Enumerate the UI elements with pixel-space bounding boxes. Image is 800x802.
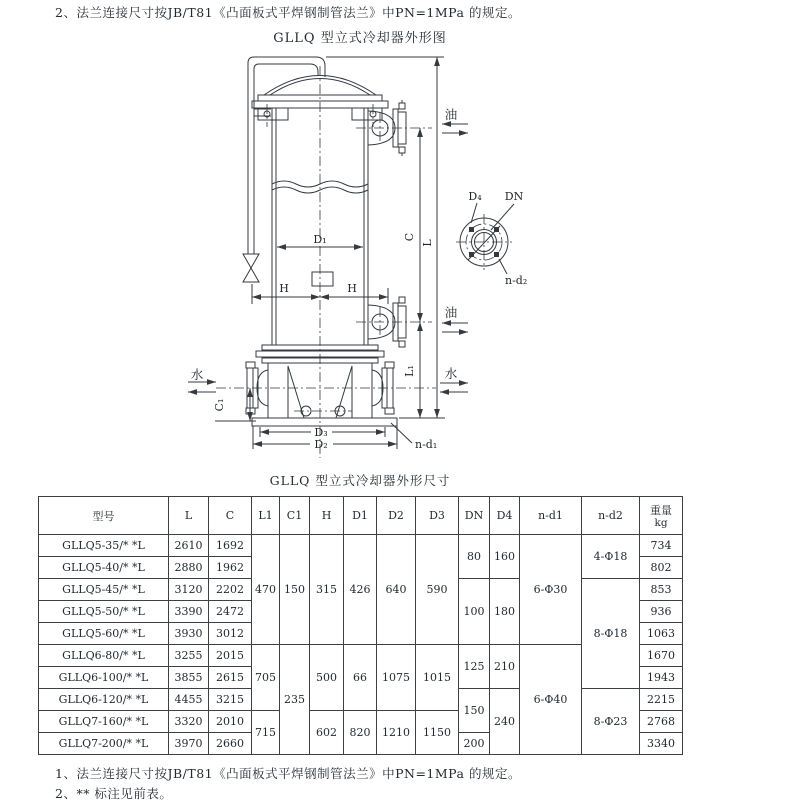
note-top: 2、法兰连接尺寸按JB/T81《凸面板式平焊钢制管法兰》中PN=1MPa 的规定。 [55, 5, 521, 20]
table-cell: 3970 [169, 733, 209, 755]
table-cell: 210 [490, 645, 520, 689]
leader-label-n-d1: n-d₁ [415, 438, 438, 451]
table-cell: GLLQ5-35/* *L [39, 535, 169, 557]
dim-label-d3: D₃ [314, 426, 328, 439]
table-cell: 1962 [209, 557, 252, 579]
valve-symbol [243, 254, 259, 282]
table-cell: GLLQ6-80/* *L [39, 645, 169, 667]
table-cell: 2768 [640, 711, 683, 733]
dim-label-d1: D₁ [313, 233, 327, 246]
table-cell: GLLQ6-120/* *L [39, 689, 169, 711]
detail-label-n-d2: n-d₂ [505, 274, 528, 287]
table-cell: 2215 [640, 689, 683, 711]
flange-detail-view [456, 203, 514, 274]
table-cell: 160 [490, 535, 520, 579]
table-title: GLLQ 型立式冷却器外形尺寸 [269, 473, 451, 488]
table-cell: 2610 [169, 535, 209, 557]
table-cell: 2472 [209, 601, 252, 623]
table-cell: 3390 [169, 601, 209, 623]
column-header: L [169, 497, 209, 535]
table-cell: 3012 [209, 623, 252, 645]
table-cell: 8-Φ23 [582, 689, 640, 755]
oil-label-mid: 油 [444, 305, 458, 320]
column-header: D2 [377, 497, 416, 535]
dim-label-l: L [421, 239, 434, 247]
detail-label-dn: DN [504, 190, 524, 203]
table-cell: 4-Φ18 [582, 535, 640, 579]
water-label-left: 水 [190, 367, 204, 382]
flow-arrows [188, 124, 468, 392]
nameplate [312, 272, 333, 286]
vent-pipe [248, 57, 325, 254]
column-header: C [209, 497, 252, 535]
table-cell: 180 [490, 579, 520, 645]
table-cell: 200 [459, 733, 490, 755]
table-cell: 2615 [209, 667, 252, 689]
table-cell: 2660 [209, 733, 252, 755]
table-cell: 240 [490, 689, 520, 755]
dimension-lines [215, 57, 445, 449]
column-header: 型号 [39, 497, 169, 535]
column-header: C1 [280, 497, 310, 535]
table-cell: 6-Φ40 [520, 645, 582, 755]
table-cell: 820 [344, 711, 377, 755]
table-cell: 1670 [640, 645, 683, 667]
column-header: n-d1 [520, 497, 582, 535]
table-cell: 1075 [377, 645, 416, 711]
table-cell: 3855 [169, 667, 209, 689]
table-cell: 1943 [640, 667, 683, 689]
base-plate [252, 406, 397, 426]
table-cell: 2015 [209, 645, 252, 667]
table-cell: 150 [280, 535, 310, 645]
oil-label-top: 油 [444, 107, 458, 122]
table-cell: 3340 [640, 733, 683, 755]
column-header: H [310, 497, 344, 535]
table-cell: GLLQ5-45/* *L [39, 579, 169, 601]
table-cell: 426 [344, 535, 377, 645]
dim-label-c: C [403, 232, 416, 242]
table-cell: 3215 [209, 689, 252, 711]
table-cell: GLLQ5-60/* *L [39, 623, 169, 645]
column-header: D3 [416, 497, 459, 535]
table-cell: 590 [416, 535, 459, 645]
table-cell: 3255 [169, 645, 209, 667]
table-cell: 1063 [640, 623, 683, 645]
dim-label-h-left: H [279, 282, 289, 295]
table-cell: 853 [640, 579, 683, 601]
column-header: D1 [344, 497, 377, 535]
table-cell: GLLQ5-50/* *L [39, 601, 169, 623]
table-cell: 66 [344, 645, 377, 711]
note-bottom-2: 2、** 标注见前表。 [55, 786, 173, 801]
table-cell: 3120 [169, 579, 209, 601]
column-header: D4 [490, 497, 520, 535]
table-cell: 1692 [209, 535, 252, 557]
column-header: DN [459, 497, 490, 535]
table-cell: GLLQ7-160/* *L [39, 711, 169, 733]
water-nozzle-right [372, 362, 394, 414]
dim-label-l1: L₁ [403, 365, 416, 377]
table-cell: 2202 [209, 579, 252, 601]
table-cell: 1150 [416, 711, 459, 755]
table-row [39, 535, 683, 557]
table-cell: 3320 [169, 711, 209, 733]
column-header: 重量 kg [640, 497, 683, 535]
column-header: n-d2 [582, 497, 640, 535]
table-cell: GLLQ5-40/* *L [39, 557, 169, 579]
table-cell: 2880 [169, 557, 209, 579]
table-cell: 125 [459, 645, 490, 689]
table-cell: 802 [640, 557, 683, 579]
table-cell: 6-Φ30 [520, 535, 582, 645]
table-cell: 2010 [209, 711, 252, 733]
table-cell: 150 [459, 689, 490, 733]
table-cell: 602 [310, 711, 344, 755]
table-cell: 715 [252, 711, 280, 755]
figure-title: GLLQ 型立式冷却器外形图 [273, 31, 447, 46]
table-cell: 500 [310, 645, 344, 711]
water-nozzle-left [246, 362, 268, 414]
table-cell: GLLQ6-100/* *L [39, 667, 169, 689]
table-cell: 100 [459, 579, 490, 645]
dimensions-table [38, 496, 683, 755]
table-cell: 235 [280, 645, 310, 755]
table-cell: 8-Φ18 [582, 579, 640, 689]
dim-label-c1: C₁ [213, 398, 226, 412]
detail-label-d4: D₄ [468, 190, 482, 203]
dim-label-d2: D₂ [314, 438, 328, 451]
table-cell: 640 [377, 535, 416, 645]
drawing-labels [191, 107, 528, 451]
table-cell: 936 [640, 601, 683, 623]
column-header: L1 [252, 497, 280, 535]
table-cell: 80 [459, 535, 490, 579]
table-cell: 3930 [169, 623, 209, 645]
table-cell: 705 [252, 645, 280, 711]
table-cell: 1015 [416, 645, 459, 711]
table-cell: 1210 [377, 711, 416, 755]
table-cell: 470 [252, 535, 280, 645]
table-cell: 315 [310, 535, 344, 645]
dim-label-h-right: H [347, 282, 357, 295]
table-cell: 734 [640, 535, 683, 557]
table-cell: GLLQ7-200/* *L [39, 733, 169, 755]
note-bottom-1: 1、法兰连接尺寸按JB/T81《凸面板式平焊钢制管法兰》中PN=1MPa 的规定。 [55, 766, 521, 781]
table-cell: 4455 [169, 689, 209, 711]
water-label-right: 水 [444, 366, 458, 381]
